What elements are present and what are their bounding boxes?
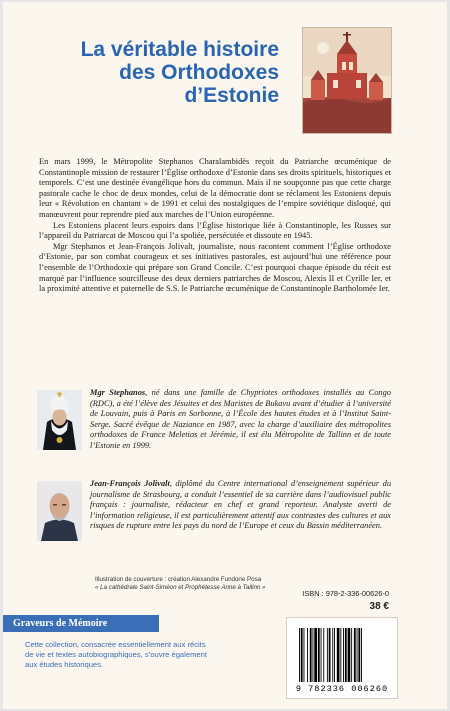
barcode-bars <box>287 618 397 684</box>
barcode-bar <box>358 628 360 682</box>
summary-paragraph: En mars 1999, le Métropolite Stephanos Charalambidès reçoit du Patriarche œcuménique de Constantinople mission de restaurer l’Église orthodoxe d’Estonie dans ses droits spirituels, historiques et temporels. C’est une destinée évangélique hors du commun. Mais il ne soupçonne pas que cette charge pastorale cache le choc de deux mondes, celui de la démocratie dont se réclament les Estoniens depuis leur « Révolution en chantant » de 1991 et celui des nostalgiques de l’empire soviétique disloqué, qui manœuvrent pour reprendre pied aux marches de l’Union européenne. <box>39 157 391 219</box>
author-bio-stephanos <box>37 388 391 452</box>
credit-line: « La cathédrale Saint-Siméon et Prophétesse Anne à Tallinn » <box>95 584 266 591</box>
title-line-1: La véritable histoire <box>80 38 279 61</box>
author-bio-jolivalt <box>37 479 391 532</box>
cathedral-painting <box>302 27 392 134</box>
author-bio-text: , né dans une famille de Chypriotes orthodoxes installés au Congo (RDC), a été l’élève des Jésuites et des Maristes de Bukavu avant d’étudier à l’université de Louvain, puis à Paris en Sorbonne, à l’École des hautes études et à l’Institut Saint-Serge. Sacré évêque de Naziance en 1987, avec la charge d’auxiliaire des métropolites orthodoxes de France Meletios et Jérémie, il est élu Métropolite de Tallinn et de toute l’Estonie en 1999. <box>90 388 391 450</box>
barcode-bar <box>318 628 320 682</box>
collection-band: Graveurs de Mémoire <box>3 615 159 632</box>
book-title <box>39 38 279 107</box>
barcode-bar <box>304 628 305 682</box>
author-name: Mgr Stephanos <box>90 388 146 397</box>
barcode-bar <box>345 628 347 682</box>
barcode-bar <box>327 628 328 682</box>
barcode-bar <box>348 628 351 682</box>
barcode-bar <box>301 628 303 682</box>
barcode-bar <box>354 628 356 682</box>
barcode-bar <box>334 628 335 682</box>
summary-paragraph: Les Estoniens placent leurs espoirs dans l’Église historique liée à Constantinople, les Russes sur l’appareil du Patriarcat de Moscou qui l’a spoliée, persécutée et dissoute en 1945. <box>39 220 391 241</box>
back-cover <box>3 2 447 709</box>
barcode-bar <box>351 628 352 682</box>
barcode-number: 9 782336 006260 <box>295 684 389 694</box>
barcode-bar <box>299 628 300 682</box>
barcode-bar <box>357 628 358 682</box>
summary-paragraph: Mgr Stephanos et Jean-François Jolivalt, journaliste, nous racontent comment l’Église orthodoxe d’Estonie, par son combat courageux et ses initiatives pastorales, est aujourd’hui une référence pour l’ensemble de l’Orthodoxie qui prépare son Grand Concile. C’est pourquoi chaque épisode du récit est marqué par l’influence sourcilleuse des deux derniers patriarches de Moscou, Alexis II et Cyrille Ier, et la proximité attentive et paternelle de S.S. le Patriarche œcuménique de Constantinople Bartholomée Ier. <box>39 241 391 294</box>
title-line-3: d’Estonie <box>184 84 279 107</box>
author-bio-text: , diplômé du Centre international d’enseignement supérieur du journalisme de Strasbourg, a conduit l’essentiel de sa carrière dans l’audiovisuel public français : journaliste, rédacteur en chef et grand reporteur. Analyste averti de l’information religieuse, il est particulièrement attentif aux contrastes des cultures et aux risques de rupture entre les pays du nord de l’Europe et ceux du Bassin méditerranéen. <box>90 479 392 531</box>
barcode-bar <box>323 628 324 682</box>
isbn: ISBN : 978-2-336-00626-0 <box>302 589 389 598</box>
barcode-bar <box>313 628 314 682</box>
barcode-bar <box>314 628 317 682</box>
barcode-bar <box>329 628 331 682</box>
collection-description: Cette collection, consacrée essentiellement aux récits de vie et textes autobiographiques, s’ouvre également aux études historiques. <box>25 640 207 669</box>
barcode-bar <box>343 628 344 682</box>
book-summary <box>39 157 391 295</box>
barcode-bar <box>310 628 312 682</box>
author-name: Jean-François Jolivalt <box>90 479 170 488</box>
author-photo-jolivalt <box>37 481 82 541</box>
barcode-bar <box>321 628 322 682</box>
cover-credit <box>95 576 295 592</box>
barcode-bar <box>307 628 308 682</box>
barcode <box>286 617 398 699</box>
barcode-bar <box>337 628 340 682</box>
barcode-bar <box>361 628 362 682</box>
barcode-bar <box>332 628 333 682</box>
credit-line: Illustration de couverture : création Alexandre Fundone Posa <box>95 576 262 583</box>
barcode-bar <box>340 628 341 682</box>
title-line-2: des Orthodoxes <box>119 61 279 84</box>
price: 38 € <box>369 601 389 612</box>
author-photo-stephanos <box>37 390 82 450</box>
